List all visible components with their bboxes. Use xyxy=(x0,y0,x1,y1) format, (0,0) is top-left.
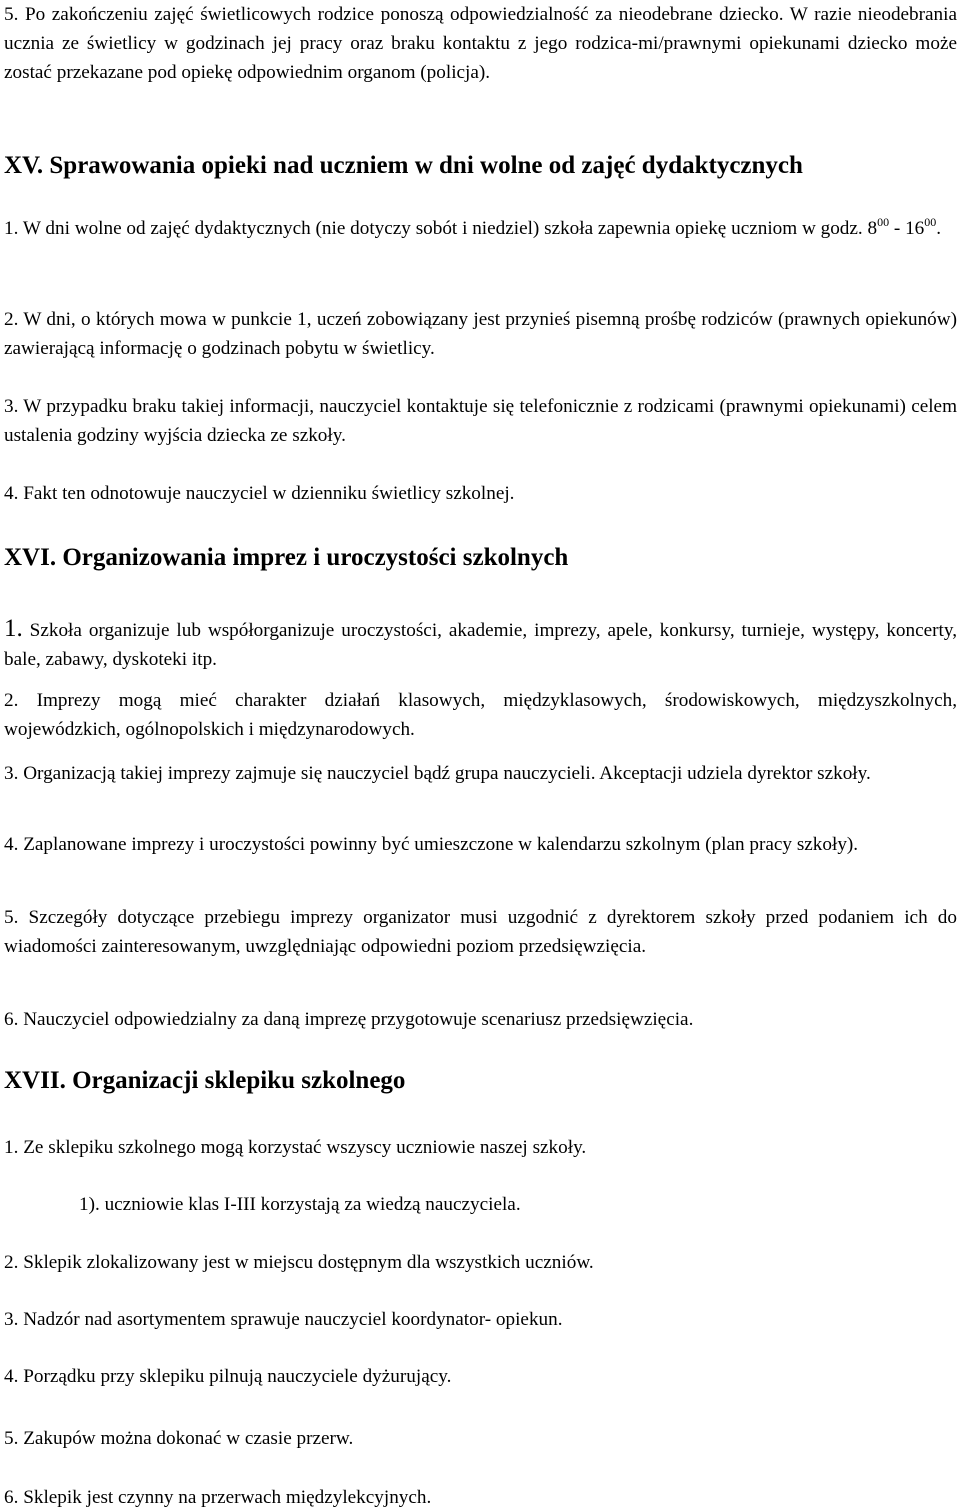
xvii-item-5: 5. Zakupów można dokonać w czasie przerw. xyxy=(4,1428,354,1449)
xv-item-1-text: 1. W dni wolne od zajęć dydaktycznych (nie dotyczy sobót i niedziel) szkoła zapewnia opiekę uczniom w godz. 8 xyxy=(4,218,878,239)
section-heading-xv: XV. Sprawowania opieki nad uczniem w dni wolne od zajęć dydaktycznych xyxy=(4,152,803,179)
time-superscript: 00 xyxy=(924,215,937,229)
xvii-item-6: 6. Sklepik jest czynny na przerwach międzylekcyjnych. xyxy=(4,1487,432,1508)
time-superscript: 00 xyxy=(877,215,890,229)
xv-item-2: 2. W dni, o których mowa w punkcie 1, uczeń zobowiązany jest przynieś pisemną prośbę rodziców (prawnych opiekunów) zawierającą informację o godzinach pobytu w świetlicy. xyxy=(4,309,957,359)
xvii-item-1: 1. Ze sklepiku szkolnego mogą korzystać wszyscy uczniowie naszej szkoły. xyxy=(4,1137,587,1158)
xvii-item-2: 2. Sklepik zlokalizowany jest w miejscu dostępnym dla wszystkich uczniów. xyxy=(4,1252,594,1273)
paragraph-text: 5. Po zakończeniu zajęć świetlicowych rodzice ponoszą odpowiedzialność za nieodebrane dziecko. W razie nieodebrania ucznia ze świetlicy w godzinach jej pracy oraz braku kontaktu z jego rodzica-mi/prawnymi opiekunami dziecko może zostać przekazane pod opiekę odpowiednim organom (policja). xyxy=(4,4,957,83)
xvi-item-6: 6. Nauczyciel odpowiedzialny za daną imprezę przygotowuje scenariusz przedsięwzięcia. xyxy=(4,1009,694,1030)
xv-item-3: 3. W przypadku braku takiej informacji, nauczyciel kontaktuje się telefonicznie z rodzicami (prawnymi opiekunami) celem ustalenia godziny wyjścia dziecka ze szkoły. xyxy=(4,396,957,446)
section-heading-xvii: XVII. Organizacji sklepiku szkolnego xyxy=(4,1067,406,1094)
xvii-item-1-sub: 1). uczniowie klas I-III korzystają za wiedzą nauczyciela. xyxy=(79,1194,521,1215)
xvi-item-1-text: Szkoła organizuje lub współorganizuje uroczystości, akademie, imprezy, apele, konkursy, turnieje, występy, koncerty, bale, zabawy, dyskoteki itp. xyxy=(4,620,957,670)
xvi-item-3: 3. Organizacją takiej imprezy zajmuje się nauczyciel bądź grupa nauczycieli. Akceptacji udziela dyrektor szkoły. xyxy=(4,763,871,784)
section-heading-xvi: XVI. Organizowania imprez i uroczystości szkolnych xyxy=(4,544,569,571)
xvi-item-1-number: 1. xyxy=(4,615,23,642)
xv-item-1 xyxy=(4,214,957,245)
xvi-item-4: 4. Zaplanowane imprezy i uroczystości powinny być umieszczone w kalendarzu szkolnym (plan pracy szkoły). xyxy=(4,834,859,855)
xvii-item-4: 4. Porządku przy sklepiku pilnują nauczyciele dyżurujący. xyxy=(4,1366,452,1387)
xv-item-4: 4. Fakt ten odnotowuje nauczyciel w dzienniku świetlicy szkolnej. xyxy=(4,483,515,504)
xvii-item-3: 3. Nadzór nad asortymentem sprawuje nauczyciel koordynator- opiekun. xyxy=(4,1309,563,1330)
paragraph-item-5-pickup xyxy=(4,0,957,87)
xv-item-1-text-end: . xyxy=(936,218,942,239)
xvi-item-1 xyxy=(4,614,957,674)
xvi-item-2: 2. Imprezy mogą mieć charakter działań klasowych, międzyklasowych, środowiskowych, międzyszkolnych, wojewódzkich, ogólnopolskich i międzynarodowych. xyxy=(4,690,957,740)
xvi-item-5: 5. Szczegóły dotyczące przebiegu imprezy organizator musi uzgodnić z dyrektorem szkoły przed podaniem ich do wiadomości zainteresowanym, uwzględniając odpowiedni poziom przedsięwzięcia. xyxy=(4,907,957,957)
xv-item-1-text-middle: - 16 xyxy=(889,218,925,239)
